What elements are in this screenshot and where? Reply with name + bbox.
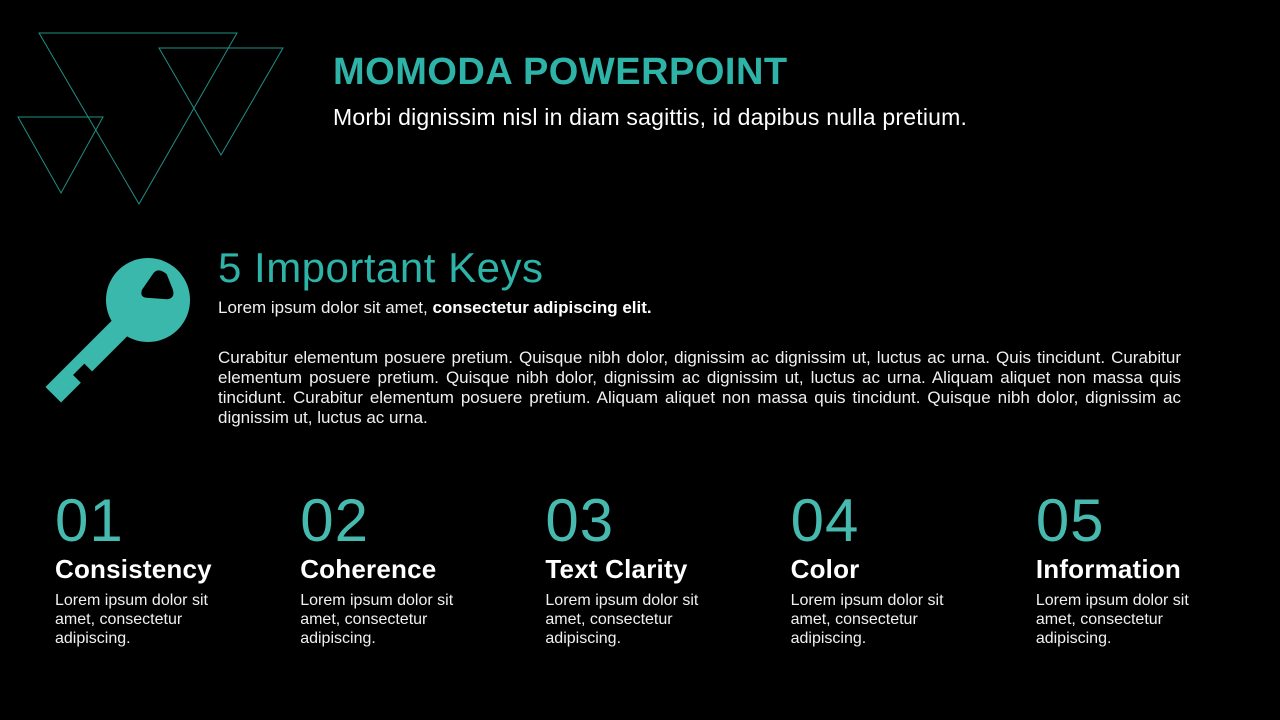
- key-number: 01: [55, 487, 124, 554]
- slide-subtitle: Morbi dignissim nisl in diam sagittis, id dapibus nulla pretium.: [333, 104, 968, 130]
- key-number: 03: [545, 487, 615, 554]
- key-number: 04: [790, 487, 860, 554]
- key-title: Consistency: [55, 554, 212, 584]
- key-title: Color: [790, 554, 860, 584]
- keys-grid: [55, 487, 1226, 648]
- key-description: Lorem ipsum dolor sit amet, consectetur adipiscing.: [55, 592, 208, 647]
- key-item-text-clarity: [545, 487, 735, 648]
- triangle-outlines-icon: [0, 0, 300, 220]
- header: [333, 50, 1193, 131]
- key-number: 02: [300, 487, 369, 554]
- intro-section: [218, 244, 1181, 428]
- triangle-medium-icon: [159, 48, 283, 155]
- intro-lead: [218, 297, 1181, 318]
- key-item-consistency: [55, 487, 245, 648]
- slide-title: MOMODA POWERPOINT: [333, 51, 788, 93]
- intro-lead-bold: consectetur adipiscing elit.: [432, 298, 652, 317]
- key-number: 05: [1035, 487, 1105, 554]
- key-title: Information: [1035, 554, 1181, 584]
- key-title: Coherence: [300, 554, 437, 584]
- intro-lead-regular: Lorem ipsum dolor sit amet,: [218, 298, 433, 317]
- key-item-coherence: [300, 487, 490, 648]
- intro-heading: 5 Important Keys: [218, 244, 544, 291]
- key-description: Lorem ipsum dolor sit amet, consectetur adipiscing.: [545, 592, 699, 647]
- key-description: Lorem ipsum dolor sit amet, consectetur adipiscing.: [790, 592, 944, 647]
- intro-paragraph: Curabitur elementum posuere pretium. Quisque nibh dolor, dignissim ac dignissim ut, luctus ac urna. Quis tincidunt. Curabitur elementum posuere pretium. Quisque nibh dolor, dignissim ac dignissim ut, luctus ac urna. Aliquam aliquet non massa quis tincidunt. Curabitur elementum posuere pretium. Aliquam aliquet non massa quis tincidunt. Quisque nibh dolor, dignissim ac dignissim ut, luctus ac urna.: [218, 348, 1181, 427]
- key-description: Lorem ipsum dolor sit amet, consectetur adipiscing.: [300, 592, 454, 647]
- key-description: Lorem ipsum dolor sit amet, consectetur adipiscing.: [1035, 592, 1189, 647]
- key-item-information: [1035, 487, 1226, 648]
- triangle-small-icon: [18, 117, 103, 193]
- key-title: Text Clarity: [545, 554, 688, 584]
- key-shaft: [45, 306, 141, 402]
- key-item-color: [790, 487, 981, 648]
- key-icon: [40, 250, 240, 450]
